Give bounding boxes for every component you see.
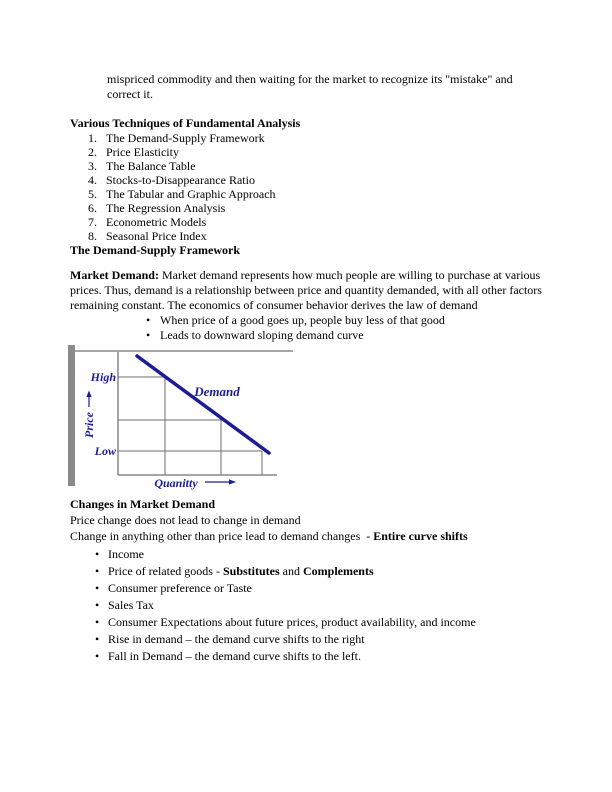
demand-series-label: Demand	[194, 384, 240, 399]
bullet-icon: •	[95, 632, 100, 646]
bullet-text: When price of a good goes up, people buy less of that good	[160, 313, 445, 327]
text-run: Price of related goods -	[108, 564, 223, 578]
bullet-icon: •	[95, 649, 100, 663]
bullet-icon: •	[95, 598, 100, 612]
list-item-label: The Balance Table	[106, 159, 196, 173]
market-demand-lead: Market Demand:	[70, 268, 159, 282]
bullet-icon: •	[95, 564, 100, 578]
bullet-text	[108, 597, 154, 614]
list-item-label: The Tabular and Graphic Approach	[106, 187, 276, 201]
list-item-label: Price Elasticity	[106, 145, 179, 159]
list-item	[70, 187, 548, 201]
price-axis-arrowhead-icon	[86, 391, 91, 398]
list-item-label: Stocks-to-Disappearance Ratio	[106, 173, 255, 187]
list-number: 6.	[88, 201, 97, 215]
bullet-text	[108, 563, 374, 580]
bullet-text	[108, 614, 476, 631]
list-number: 4.	[88, 173, 97, 187]
list-item	[70, 614, 548, 631]
page-content	[70, 72, 548, 665]
market-demand-body: Market demand represents how much people are willing to purchase at various prices. Thus, demand is a relationship between price and quantity demanded, with all other factors remaining constant. The economics of consumer behavior derives the law of demand	[70, 268, 545, 312]
list-item	[70, 131, 548, 145]
figure-frame-top	[75, 350, 293, 352]
intro-line-2: correct it.	[107, 87, 153, 101]
bullet-icon: •	[95, 581, 100, 595]
bullet-icon: •	[146, 313, 151, 327]
text-run: Consumer Expectations about future prices, product availability, and income	[108, 615, 476, 629]
intro-line-1: mispriced commodity and then waiting for the market to recognize its "mistake" and	[107, 72, 513, 86]
demand-line	[137, 356, 269, 453]
bullet-icon: •	[146, 328, 151, 342]
list-item	[70, 229, 548, 243]
list-item-label: The Demand-Supply Framework	[106, 131, 265, 145]
text-run: Fall in Demand – the demand curve shifts to the left.	[108, 649, 361, 663]
bullet-text	[108, 580, 252, 597]
list-number: 2.	[88, 145, 97, 159]
market-demand-paragraph	[70, 268, 548, 313]
list-item	[70, 201, 548, 215]
ytick-high-label: High	[90, 370, 116, 384]
intro-paragraph	[107, 72, 548, 102]
changes-line-1: Price change does not lead to change in demand	[70, 513, 301, 527]
y-axis-label: Price	[82, 412, 96, 438]
changes-line-2	[70, 528, 548, 544]
text-run-bold: Substitutes	[222, 564, 280, 578]
text-run: Rise in demand – the demand curve shifts to the right	[108, 632, 365, 646]
list-item	[70, 546, 548, 563]
bullet-text	[108, 631, 365, 648]
list-item-label: Econometric Models	[106, 215, 207, 229]
list-number: 1.	[88, 131, 97, 145]
list-item-label: The Regression Analysis	[106, 201, 226, 215]
list-number: 8.	[88, 229, 97, 243]
techniques-list	[70, 131, 548, 243]
list-number: 5.	[88, 187, 97, 201]
list-item	[70, 159, 548, 173]
x-axis-label: Quanitty	[154, 476, 198, 490]
list-item	[70, 145, 548, 159]
bullet-icon: •	[95, 547, 100, 561]
list-item	[70, 215, 548, 229]
text-run-bold: Complements	[302, 564, 374, 578]
text-run: Consumer preference or Taste	[108, 581, 252, 595]
list-item	[70, 631, 548, 648]
changes-bullet-list	[70, 546, 548, 665]
bullet-icon: •	[95, 615, 100, 629]
bullet-text	[108, 546, 144, 563]
list-item	[70, 580, 548, 597]
bullet-text: Leads to downward sloping demand curve	[160, 328, 364, 342]
changes-heading: Changes in Market Demand	[70, 497, 216, 511]
list-item	[70, 597, 548, 614]
framework-heading: The Demand-Supply Framework	[70, 243, 241, 257]
list-number: 7.	[88, 215, 97, 229]
list-item	[70, 563, 548, 580]
quantity-axis-arrowhead-icon	[229, 479, 236, 484]
text-run: Sales Tax	[108, 598, 154, 612]
ytick-low-label: Low	[94, 444, 116, 458]
list-item	[70, 173, 548, 187]
demand-curve-figure	[68, 345, 313, 493]
bullet-text	[108, 648, 361, 665]
list-number: 3.	[88, 159, 97, 173]
list-item	[70, 328, 548, 343]
text-run: and	[279, 564, 303, 578]
demand-bullet-list	[70, 313, 548, 343]
text-run: Income	[108, 547, 144, 561]
entire-curve-shifts-text: Entire curve shifts	[373, 529, 468, 543]
list-item-label: Seasonal Price Index	[106, 229, 207, 243]
techniques-heading: Various Techniques of Fundamental Analysis	[70, 116, 301, 130]
list-item	[70, 313, 548, 328]
figure-frame-left	[68, 345, 75, 486]
list-item	[70, 648, 548, 665]
changes-line-2-text: Change in anything other than price lead to demand changes -	[70, 529, 374, 543]
